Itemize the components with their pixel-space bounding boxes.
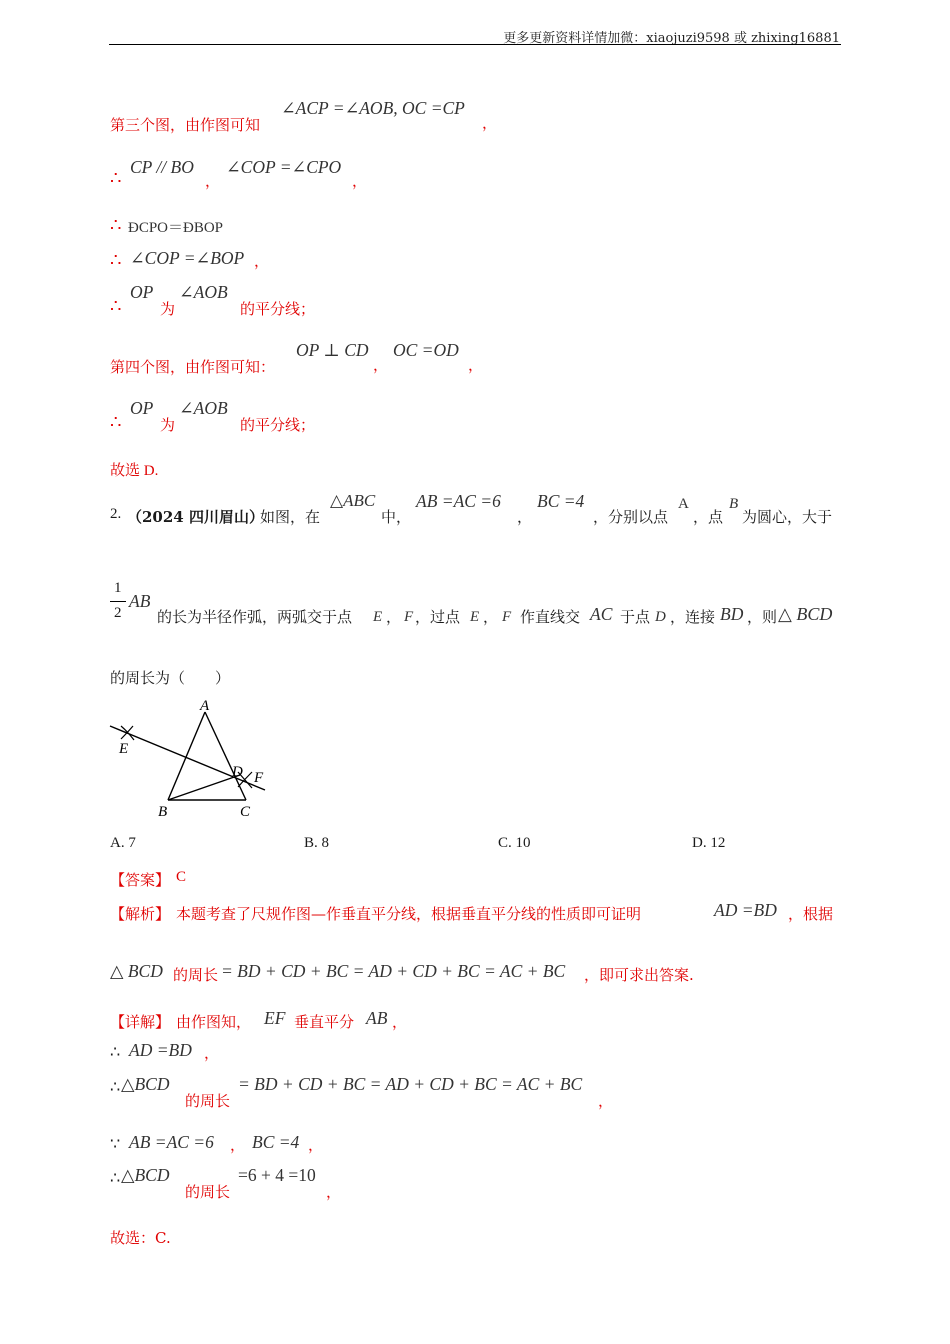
question-text-a: 如图，在 [260,508,321,526]
detail-comma: ， [392,1013,408,1031]
label-c: C [240,804,251,820]
line3-math: ÐCPO＝ÐBOP [128,220,224,236]
fig4-math-b: OC =OD [393,340,459,360]
line2-comma: ， [205,172,221,190]
label-d: D [232,764,243,780]
eq1: AB =AC =6 [416,491,501,511]
choice-b[interactable] [304,835,329,852]
detail-perimeter-2: 的周长 [185,1183,231,1201]
line4-math: ∠COP =∠BOP [130,248,245,268]
analysis-text-b: ，根据 [788,905,834,923]
prev-conclusion: 故选 D. [110,463,159,479]
point-e: E [373,609,383,625]
choice-a-value: 7 [128,835,136,851]
detail-l4-math-b: BC =4 [252,1132,300,1152]
tri-bcd: △ BCD [778,604,833,624]
therefore-symbol: ∴ [110,215,122,236]
label-a: A [200,698,210,714]
choice-a-letter: A. [110,835,125,851]
question-text-h: 作直线交 [520,608,581,626]
detail-l4-math-a: AB =AC =6 [129,1132,214,1152]
therefore-symbol-4: ∴ [110,1168,121,1187]
question-text-g: ，过点 [415,608,461,626]
point-a: A [678,496,689,512]
choice-d-value: 12 [710,835,726,851]
line2-math-b: ∠COP =∠CPO [226,157,342,177]
detail-l4-comma: ， [230,1136,246,1154]
fraction-denominator: 2 [114,605,122,621]
therefore-symbol-2: ∴ [110,1042,121,1061]
header-text: 更多更新资料详情加微：xiaojuzi9598 或 zhixing16881 [503,31,840,46]
choice-d-letter: D. [692,835,707,851]
segment-ac [205,712,246,800]
because-symbol: ∵ [110,1134,121,1153]
point-b: B [729,496,739,512]
analysis-label: 【解析】 [110,905,171,923]
detail-ab: AB [366,1008,388,1028]
analysis-math-c: = BD + CD + BC = AD + CD + BC = AC + BC [221,961,566,981]
therefore-symbol-3: ∴ [110,1077,121,1096]
eq2: BC =4 [537,491,585,511]
choice-c-letter: C. [498,835,512,851]
choice-d[interactable] [692,835,725,852]
question-text-f: 的长为半径作弧，两弧交于点 [157,608,353,626]
bisector-suffix: 的平分线； [240,300,316,318]
choice-b-value: 8 [321,835,330,851]
detail-l2-math: AD =BD [129,1040,192,1060]
ac-segment: AC [590,604,613,624]
label-f: F [254,770,264,786]
detail-conclusion: 故选：C. [110,1229,171,1247]
fig4-math-a: OP ⊥ CD [296,340,369,360]
choice-b-letter: B. [304,835,318,851]
therefore-symbol: ∴ [110,412,122,433]
angle-aob-math-2: ∠AOB [179,398,228,418]
analysis-text-d: ，即可求出答案. [584,966,694,984]
fig4-comma: ， [373,356,389,374]
detail-ef: EF [264,1008,286,1028]
comma-3: ， [483,608,499,626]
detail-text-a: 由作图知， [176,1013,252,1031]
therefore-symbol: ∴ [110,296,122,317]
point-d: D [655,609,666,625]
detail-l3-math: = BD + CD + BC = AD + CD + BC = AC + BC [238,1074,583,1094]
wei-text: 为 [160,300,176,318]
fraction-one-half [110,580,128,626]
question-text-j: ，连接 [670,608,716,626]
bisector-line-ef [110,726,265,790]
point-e-2: E [470,609,480,625]
segment-ab [168,712,205,800]
question-text-i: 于点 [620,608,651,626]
question-text-l: 的周长为（ ） [110,669,231,687]
op-math-2: OP [130,398,154,418]
fig4-comma-2: ， [468,356,484,374]
detail-l2-comma: ， [204,1044,220,1062]
tri-abc: △ABC [330,491,376,510]
op-math: OP [130,282,154,302]
therefore-symbol: ∴ [110,250,122,271]
analysis-math-a: AD =BD [714,900,777,920]
fig3-math: ∠ACP =∠AOB, OC =CP [281,98,465,118]
label-e: E [119,741,129,757]
answer-label: 【答案】 [110,871,171,889]
fig3-comma: ， [482,114,498,132]
angle-aob-math: ∠AOB [179,282,228,302]
choice-a[interactable] [110,835,136,852]
detail-l5-math: =6 + 4 =10 [238,1165,316,1185]
question-text-e: 为圆心，大于 [742,508,833,526]
detail-perimeter: 的周长 [185,1092,231,1110]
detail-l3-comma: ， [598,1092,614,1110]
point-f: F [404,609,414,625]
question-source: （2024 四川眉山） [127,508,264,526]
detail-l4-comma-2: ， [308,1136,324,1154]
line2-comma-2: ， [352,172,368,190]
comma-1: ， [517,508,533,526]
label-b: B [158,804,168,820]
ab-segment: AB [129,591,151,611]
question-text-d: ，点 [693,508,724,526]
analysis-text-a: 本题考查了尺规作图—作垂直平分线，根据垂直平分线的性质即可证明 [176,905,642,923]
fraction-numerator: 1 [114,580,122,596]
line2-math-a: CP // BO [130,157,194,177]
answer-value: C [176,869,187,885]
fig3-label: 第三个图，由作图可知 [110,116,261,134]
question-text-k: ，则 [747,608,778,626]
detail-text-b: 垂直平分 [294,1013,355,1031]
detail-l3-tri: △BCD [121,1074,170,1094]
bd-segment: BD [720,604,744,624]
line4-comma: ， [254,252,270,270]
triangle-figure [100,692,280,822]
question-number: 2. [110,506,122,522]
fraction-bar [110,601,126,602]
choice-c-value: 10 [515,835,531,851]
question-text-b: 中， [381,508,412,526]
detail-l5-tri: △BCD [121,1165,170,1185]
question-text-c: ，分别以点 [593,508,669,526]
segment-bd [168,775,240,800]
fig4-label: 第四个图，由作图可知： [110,358,276,376]
therefore-symbol: ∴ [110,168,122,189]
choice-c[interactable] [498,835,531,852]
bisector-suffix-2: 的平分线； [240,416,316,434]
detail-l5-comma: ， [326,1183,342,1201]
detail-label: 【详解】 [110,1013,171,1031]
analysis-text-c: 的周长 [173,966,219,984]
wei-text-2: 为 [160,416,176,434]
analysis-math-b: △ BCD [110,961,163,981]
point-f-2: F [502,609,512,625]
comma-2: ， [386,608,402,626]
header-rule [109,44,841,45]
